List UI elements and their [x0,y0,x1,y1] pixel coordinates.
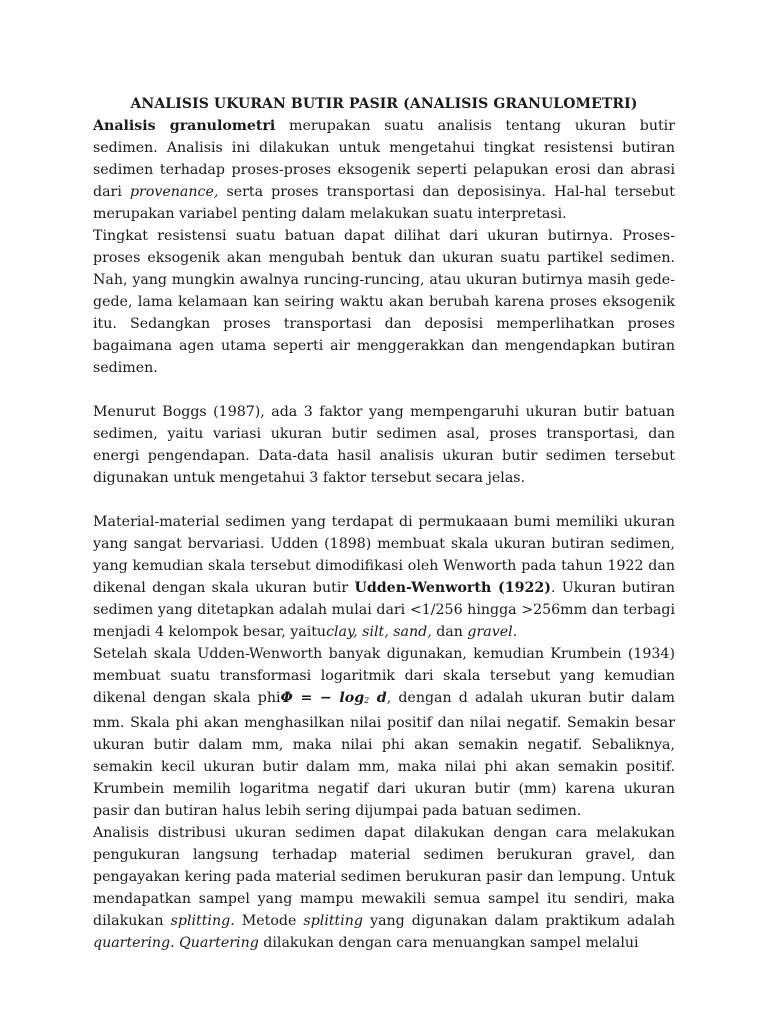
paragraph-gap [93,379,675,401]
paragraph-boggs: Menurut Boggs (1987), ada 3 faktor yang mempengaruhi ukuran butir batuan sedimen, yaitu variasi ukuran butir sedimen asal, proses transportasi, dan energi pengendapan. Data-data hasil analisis ukuran butir sedimen tersebut digunakan untuk mengetahui 3 faktor tersebut secara jelas. [93,404,675,486]
text-span: . [512,624,518,640]
text-span: yang digunakan dalam praktikum adalah [363,913,675,929]
term-granulometri: Analisis granulometri [93,118,276,134]
text-span: Material-material sedimen yang terdapat di permukaaan bumi memiliki ukuran yang sangat bervariasi. Udden (1898) membuat skala ukuran butiran sedimen, yang kemudian skala tersebut dimodifikasi oleh Wenworth pada tahun 1922 dan dikenal dengan skala ukuran butir [93,514,675,596]
term-clay-silt-sand: clay, silt, sand, [326,624,432,640]
term-splitting: splitting [303,913,364,929]
text-span: . [170,935,180,951]
term-udden-wenworth: Udden-Wenworth (1922) [354,580,551,596]
text-span: Analisis distribusi ukuran sedimen dapat dilakukan dengan cara melakukan pengukuran langsung terhadap material sedimen berukuran gravel, dan pengayakan kering pada material sedimen berukuran pasir dan lempung. Untuk mendapatkan sampel yang mampu mewakili semua sampel itu sendiri, maka dilakukan [93,825,675,929]
term-quartering: Quartering [179,935,259,951]
text-span: serta proses transportasi dan deposisinya. Hal-hal tersebut merupakan variabel penting dalam melakukan suatu interpretasi. [93,184,675,222]
text-span: . Metode [230,913,304,929]
paragraph-distribusi [93,822,675,954]
term-gravel: gravel [467,624,513,640]
text-span: . Ukuran butiran sedimen yang ditetapkan adalah mulai dari <1/256 hingga >256mm dan terbagi menjadi 4 kelompok besar, yaitu [93,580,675,640]
text-span: dan [431,624,468,640]
paragraph-resistensi: Tingkat resistensi suatu batuan dapat dilihat dari ukuran butirnya. Proses-proses eksogenik akan mengubah bentuk dan ukuran suatu partikel sedimen. Nah, yang mungkin awalnya runcing-runcing, atau ukuran butirnya masih gede-gede, lama kelamaan kan seiring waktu akan berubah karena proses eksogenik itu. Sedangkan proses transportasi dan deposisi memperlihatkan proses bagaimana agen utama seperti air menggerakkan dan mengendapkan butiran sedimen. [93,228,675,376]
paragraph-udden [93,511,675,643]
paragraph-krumbein [93,643,675,822]
text-span: , dengan d adalah ukuran butir dalam mm. Skala phi akan menghasilkan nilai positif dan nilai negatif. Semakin besar ukuran butir dalam mm, maka nilai phi akan semakin negatif. Sebaliknya, semakin kecil ukuran butir dalam mm, maka nilai phi akan semakin positif. Krumbein memilih logaritma negatif dari ukuran butir (mm) karena ukuran pasir dan butiran halus lebih sering dijumpai pada batuan sedimen. [93,690,675,819]
term-quartering: quartering [93,935,171,951]
paragraph-intro [93,115,675,225]
formula-main: Φ = − log [280,690,365,706]
term-splitting: splitting [170,913,231,929]
phi-formula [281,690,387,706]
formula-variable: d [369,690,387,706]
text-span: Setelah skala Udden-Wenworth banyak digunakan, kemudian Krumbein (1934) membuat suatu transformasi logaritmik dari skala tersebut yang kemudian dikenal dengan skala phi [93,646,675,706]
paragraph-gap [93,489,675,511]
formula-subscript: 2 [364,696,370,705]
page-title: ANALISIS UKURAN BUTIR PASIR (ANALISIS GRANULOMETRI) [130,96,638,112]
text-span: merupakan suatu analisis tentang ukuran butir sedimen. Analisis ini dilakukan untuk mengetahui tingkat resistensi butiran sedimen terhadap proses-proses eksogenik seperti pelapukan erosi dan abrasi dari [93,118,676,200]
term-provenance: provenance, [129,184,219,200]
text-span: dilakukan dengan cara menuangkan sampel melalui [258,935,639,951]
